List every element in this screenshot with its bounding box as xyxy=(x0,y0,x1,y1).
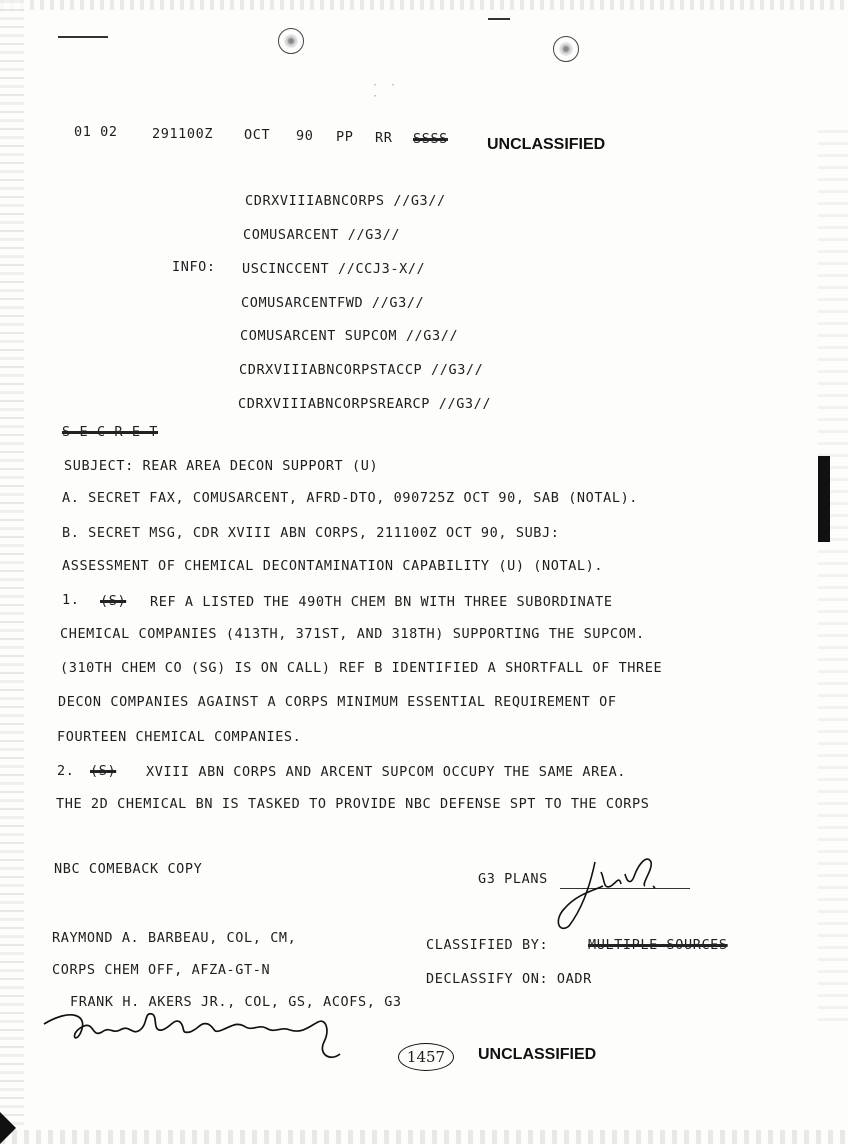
message-dtg: 291100Z xyxy=(152,126,214,142)
struck-classification: SSSS xyxy=(413,131,448,147)
paragraph-2-line-2: THE 2D CHEMICAL BN IS TASKED TO PROVIDE NBC DEFENSE SPT TO THE CORPS xyxy=(56,796,650,812)
classified-by-struck: MULTIPLE SOURCES xyxy=(588,937,728,953)
paragraph-1-number: 1. xyxy=(62,592,80,608)
scan-dash-top xyxy=(58,36,108,38)
to-addressee-2: COMUSARCENT //G3// xyxy=(243,227,401,243)
paragraph-1-line-5: FOURTEEN CHEMICAL COMPANIES. xyxy=(57,729,302,745)
scan-edge-left xyxy=(0,0,24,1144)
reference-a: A. SECRET FAX, COMUSARCENT, AFRD-DTO, 090725Z OCT 90, SAB (NOTAL). xyxy=(62,490,639,506)
classification-stamp-top: UNCLASSIFIED xyxy=(487,136,606,153)
scan-dash-top-center xyxy=(488,18,510,20)
info-addressee-2: COMUSARCENTFWD //G3// xyxy=(241,295,425,311)
page-number-circled: 1457 xyxy=(398,1043,454,1071)
info-addressee-4: CDRXVIIIABNCORPSTACCP //G3// xyxy=(239,362,484,378)
paragraph-1-struck-marking: (S) xyxy=(100,593,127,609)
scan-edge-top xyxy=(0,0,848,10)
declassify-on: DECLASSIFY ON: OADR xyxy=(426,971,592,987)
info-addressee-5: CDRXVIIIABNCORPSREARCP //G3// xyxy=(238,396,492,412)
drafter-name: RAYMOND A. BARBEAU, COL, CM, xyxy=(52,930,297,946)
precedence-action: PP xyxy=(336,129,354,145)
g3-plans-label: G3 PLANS xyxy=(478,871,548,887)
classification-stamp-bottom: UNCLASSIFIED xyxy=(478,1046,597,1063)
scan-margin-bar xyxy=(818,456,830,542)
struck-secret-marking: S E C R E T xyxy=(62,424,159,440)
punch-hole-left xyxy=(278,28,304,54)
subject-line: SUBJECT: REAR AREA DECON SUPPORT (U) xyxy=(64,458,379,474)
info-label: INFO: xyxy=(172,259,216,275)
reference-b-line-1: B. SECRET MSG, CDR XVIII ABN CORPS, 211100Z OCT 90, SUBJ: xyxy=(62,525,560,541)
message-year: 90 xyxy=(296,128,314,144)
info-addressee-3: COMUSARCENT SUPCOM //G3// xyxy=(240,328,459,344)
reference-b-line-2: ASSESSMENT OF CHEMICAL DECONTAMINATION CAPABILITY (U) (NOTAL). xyxy=(62,558,604,574)
releaser-name: FRANK H. AKERS JR., COL, GS, ACOFS, G3 xyxy=(70,994,402,1010)
punch-hole-right xyxy=(553,36,579,62)
copy-note: NBC COMEBACK COPY xyxy=(54,861,203,877)
classified-by-label: CLASSIFIED BY: xyxy=(426,937,549,953)
paragraph-2-struck-marking: (S) xyxy=(90,763,117,779)
message-page: 01 02 xyxy=(74,124,118,140)
scan-edge-bottom xyxy=(0,1130,848,1144)
precedence-info: RR xyxy=(375,130,393,146)
paragraph-1-line-4: DECON COMPANIES AGAINST A CORPS MINIMUM ESSENTIAL REQUIREMENT OF xyxy=(58,694,617,710)
drafter-office: CORPS CHEM OFF, AFZA-GT-N xyxy=(52,962,271,978)
paragraph-1-line-2: CHEMICAL COMPANIES (413TH, 371ST, AND 318TH) SUPPORTING THE SUPCOM. xyxy=(60,626,645,642)
paragraph-1-line-3: (310TH CHEM CO (SG) IS ON CALL) REF B IDENTIFIED A SHORTFALL OF THREE xyxy=(60,660,663,676)
scan-specks: · · · xyxy=(372,80,400,102)
paragraph-1-line-1: REF A LISTED THE 490TH CHEM BN WITH THREE SUBORDINATE xyxy=(150,594,613,610)
scan-corner-mark xyxy=(0,1112,16,1144)
message-month: OCT xyxy=(244,127,271,143)
to-addressee-1: CDRXVIIIABNCORPS //G3// xyxy=(245,193,446,209)
paragraph-2-line-1: XVIII ABN CORPS AND ARCENT SUPCOM OCCUPY THE SAME AREA. xyxy=(146,764,627,780)
info-addressee-1: USCINCCENT //CCJ3-X// xyxy=(242,261,426,277)
scan-edge-right xyxy=(818,130,848,1030)
g3-signature xyxy=(555,850,665,934)
releaser-signature xyxy=(40,1004,350,1066)
paragraph-2-number: 2. xyxy=(57,763,75,779)
